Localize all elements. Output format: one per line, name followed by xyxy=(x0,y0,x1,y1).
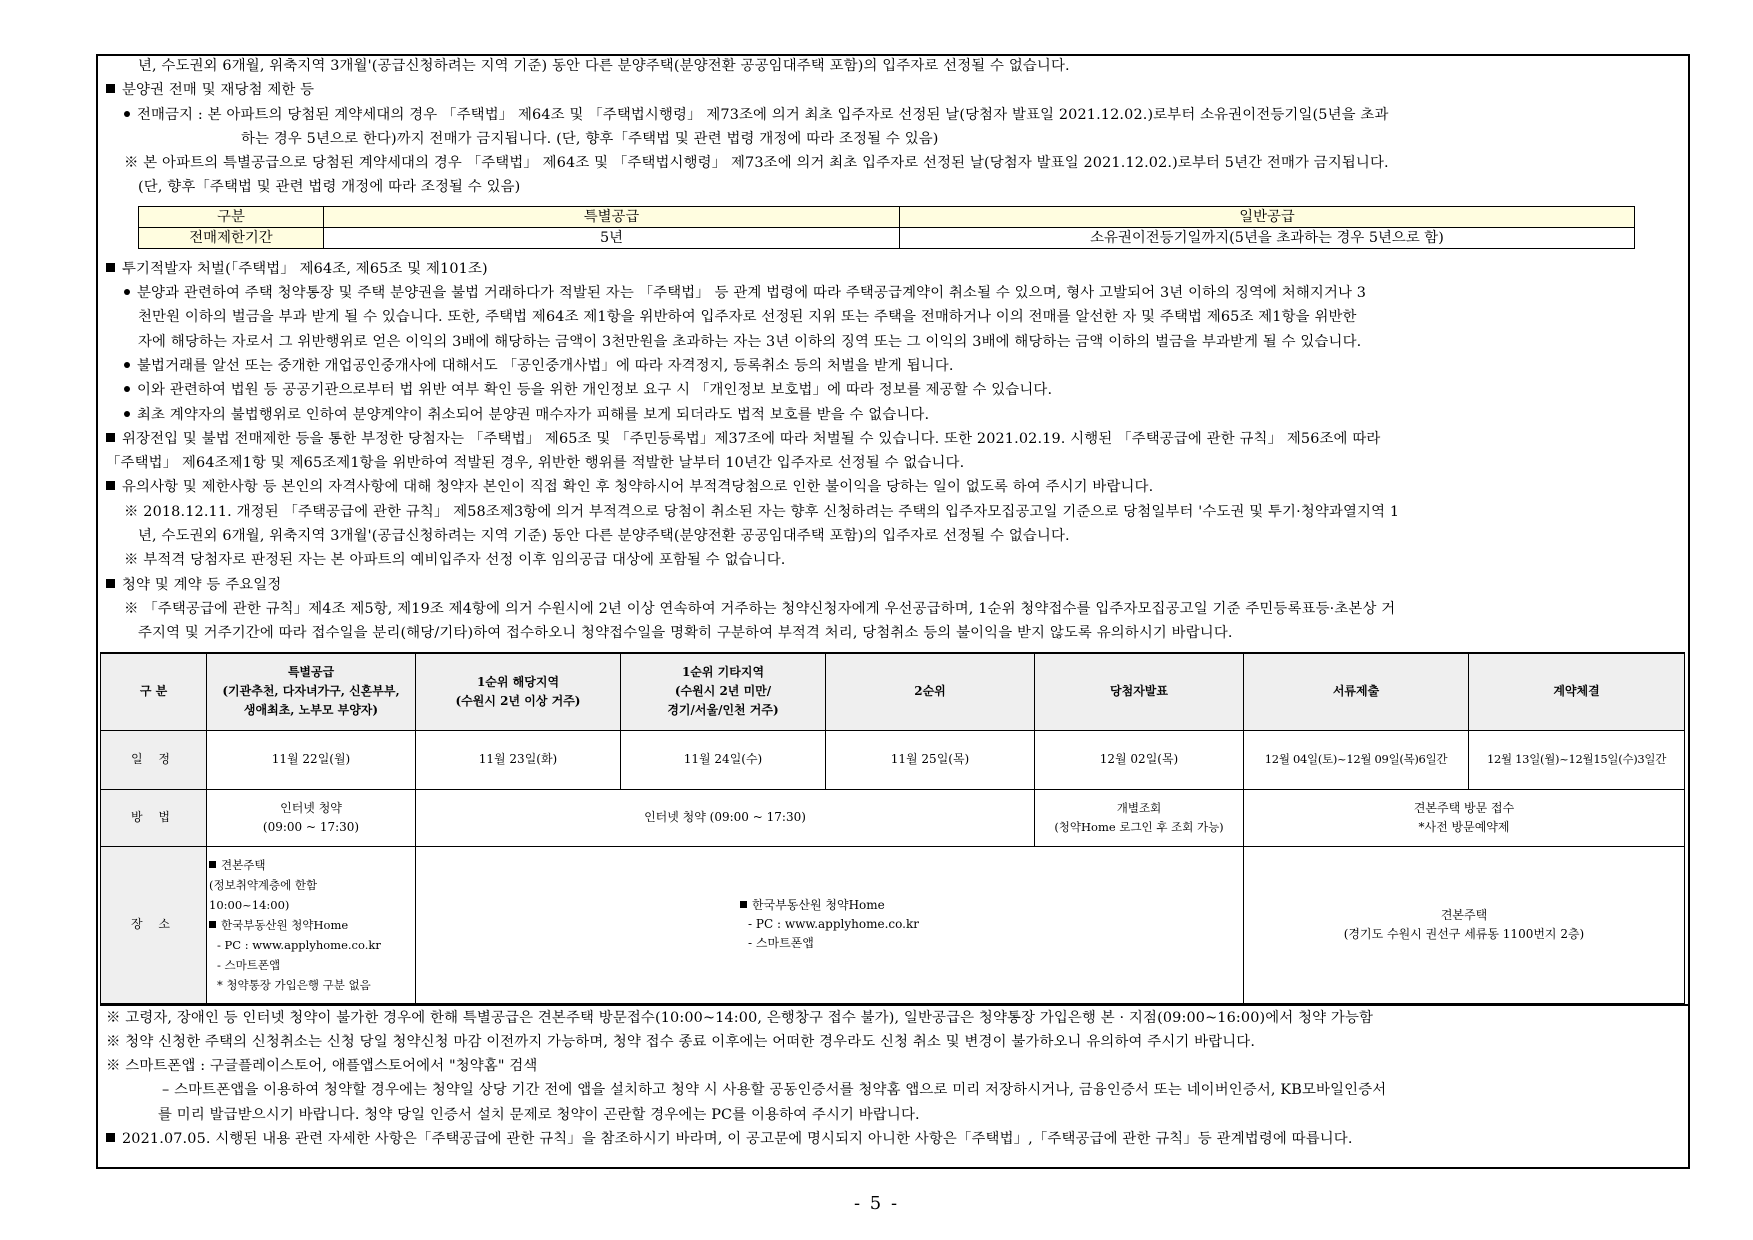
resale-restriction-table xyxy=(138,206,1635,249)
bullet-line: 전매금지 : 본 아파트의 당첨된 계약세대의 경우 「주택법」 제64조 및 「주택법시행령」 제73조에 의거 최초 입주자로 선정된 날(당첨자 발표일 2021.12.02.)로부터 소유권이전등기일(5년을 초과 xyxy=(100,103,1690,127)
note-line: ※ 본 아파트의 특별공급으로 당첨된 계약세대의 경우 「주택법」 제64조 및 「주택법시행령」 제73조에 의거 최초 입주자로 선정된 날(당첨자 발표일 2021.12.02.)로부터 5년간 전매가 금지됩니다. xyxy=(124,155,1389,172)
text-line: 년, 수도권외 6개월, 위축지역 3개월'(공급신청하려는 지역 기준) 동안 다른 분양주택(분양전환 공공임대주택 포함)의 입주자로 선정될 수 없습니다. xyxy=(138,58,1070,74)
table-header: 특별공급 xyxy=(324,206,900,227)
round-bullet-icon xyxy=(124,289,130,295)
bullet-line: 최초 계약자의 불법행위로 인하여 분양계약이 취소되어 분양권 매수자가 피해를 보게 되더라도 법적 보호를 받을 수 없습니다. xyxy=(100,403,1690,427)
table-header: 특별공급 (기관추천, 다자녀가구, 신혼부부, 생애최초, 노부모 부양자) xyxy=(207,653,416,731)
row-label: 장 소 xyxy=(101,846,207,1003)
table-cell: 인터넷 청약 (09:00 ~ 17:30) xyxy=(207,789,416,846)
table-cell: 인터넷 청약 (09:00 ~ 17:30) xyxy=(416,789,1035,846)
section-heading: 유의사항 및 제한사항 등 본인의 자격사항에 대해 청약자 본인이 직접 확인 후 청약하시어 부적격당첨으로 인한 불이익을 당하는 일이 없도록 하여 주시기 바랍니다. xyxy=(100,475,1690,499)
table-header: 1순위 해당지역 (수원시 2년 이상 거주) xyxy=(416,653,621,731)
section-heading: 청약 및 계약 등 주요일정 xyxy=(100,573,1690,597)
row-label: 일 정 xyxy=(101,730,207,789)
table-cell: 11월 22일(월) xyxy=(207,730,416,789)
table-header: 2순위 xyxy=(826,653,1035,731)
table-cell: 한국부동산원 청약Home - PC : www.applyhome.co.kr - 스마트폰앱 xyxy=(416,846,1244,1003)
table-header: 구분 xyxy=(139,206,324,227)
square-bullet-icon xyxy=(106,433,115,442)
table-cell: 12월 13일(월)~12월15일(수)3일간 xyxy=(1469,730,1685,789)
table-cell: 개별조회 (청약Home 로그인 후 조회 가능) xyxy=(1035,789,1244,846)
section-heading: 위장전입 및 불법 전매제한 등을 통한 부정한 당첨자는 「주택법」 제65조 및 「주민등록법」제37조에 따라 처벌될 수 있습니다. 또한 2021.02.19. 시행된 「주택공급에 관한 규칙」 제56조에 따라 xyxy=(100,427,1690,451)
round-bullet-icon xyxy=(124,386,130,392)
table-header: 일반공급 xyxy=(900,206,1635,227)
square-bullet-icon xyxy=(106,84,115,93)
section-heading: 2021.07.05. 시행된 내용 관련 자세한 사항은「주택공급에 관한 규칙」을 참조하시기 바라며, 이 공고문에 명시되지 아니한 사항은「주택법」,「주택공급에 관한 규칙」등 관계법령에 따릅니다. xyxy=(100,1127,1690,1151)
table-cell: 12월 04일(토)~12월 09일(목)6일간 xyxy=(1244,730,1469,789)
table-cell: 11월 23일(화) xyxy=(416,730,621,789)
text-line: 「주택법」 제64조제1항 및 제65조제1항을 위반하여 적발된 경우, 위반한 행위를 적발한 날부터 10년간 입주자로 선정될 수 없습니다. xyxy=(106,455,965,472)
note-line: ※ 스마트폰앱 : 구글플레이스토어, 애플앱스토어에서 "청약홈" 검색 xyxy=(106,1058,538,1075)
bullet-line: 불법거래를 알선 또는 중개한 개업공인중개사에 대해서도 「공인중개사법」에 따라 자격정지, 등록취소 등의 처벌을 받게 됩니다. xyxy=(100,354,1690,378)
table-header: 당첨자발표 xyxy=(1035,653,1244,731)
text-line: 를 미리 발급받으시기 바랍니다. 청약 당일 인증서 설치 문제로 청약이 곤란할 경우에는 PC를 이용하여 주시기 바랍니다. xyxy=(158,1106,920,1123)
section-heading: 분양권 전매 및 재당첨 제한 등 xyxy=(100,78,1690,102)
table-cell: 견본주택 (정보취약계층에 한함 10:00~14:00) 한국부동산원 청약Home - PC : www.applyhome.co.kr - 스마트폰앱 * 청약통장 가입은행 구분 없음 xyxy=(207,846,416,1003)
square-bullet-icon xyxy=(209,861,216,868)
section-heading: 투기적발자 처벌(「주택법」 제64조, 제65조 및 제101조) xyxy=(100,257,1690,281)
text-line: 자에 해당하는 자로서 그 위반행위로 얻은 이익의 3배에 해당하는 금액이 3천만원을 초과하는 자는 3년 이하의 징역 또는 그 이익의 3배에 해당하는 금액 이하의 벌금을 부과받게 될 수 있습니다. xyxy=(138,333,1362,350)
round-bullet-icon xyxy=(124,111,130,117)
table-cell: 전매제한기간 xyxy=(139,227,324,248)
table-cell: 견본주택 방문 접수 *사전 방문예약제 xyxy=(1244,789,1685,846)
table-cell: 11월 25일(목) xyxy=(826,730,1035,789)
table-header: 1순위 기타지역 (수원시 2년 미만/ 경기/서울/인천 거주) xyxy=(621,653,826,731)
round-bullet-icon xyxy=(124,411,130,417)
square-bullet-icon xyxy=(106,1133,115,1142)
note-line: ※ 청약 신청한 주택의 신청취소는 신청 당일 청약신청 마감 이전까지 가능하며, 청약 접수 종료 이후에는 어떠한 경우라도 신청 취소 및 변경이 불가하오니 유의하여 주시기 바랍니다. xyxy=(106,1033,1256,1050)
text-line: 천만원 이하의 벌금을 부과 받게 될 수 있습니다. 또한, 주택법 제64조 제1항을 위반하여 입주자로 선정된 지위 또는 주택을 전매하거나 이의 전매를 알선한 자 및 주택법 제65조 제1항을 위반한 xyxy=(138,309,1357,326)
text-line: – 스마트폰앱을 이용하여 청약할 경우에는 청약일 상당 기간 전에 앱을 설치하고 청약 시 사용할 공동인증서를 청약홈 앱으로 미리 저장하시거나, 금융인증서 또는 네이버인증서, KB모바일인증서 xyxy=(162,1082,1387,1099)
bullet-line: 분양과 관련하여 주택 청약통장 및 주택 분양권을 불법 거래하다가 적발된 자는 「주택법」 등 관계 법령에 따라 주택공급계약이 취소될 수 있으며, 형사 고발되어 3년 이하의 징역에 처해지거나 3 xyxy=(100,281,1690,305)
schedule-table xyxy=(100,652,1685,1004)
note-line: ※ 부적격 당첨자로 판정된 자는 본 아파트의 예비입주자 선정 이후 임의공급 대상에 포함될 수 없습니다. xyxy=(124,552,786,569)
table-cell: 견본주택 (경기도 수원시 권선구 세류동 1100번지 2층) xyxy=(1244,846,1685,1003)
text-line: 주지역 및 거주기간에 따라 접수일을 분리(해당/기타)하여 접수하오니 청약접수일을 명확히 구분하여 부적격 처리, 당첨취소 등의 불이익을 받지 않도록 유의하시기 바랍니다. xyxy=(138,625,1233,642)
text-line: 하는 경우 5년으로 한다)까지 전매가 금지됩니다. (단, 향후「주택법 및 관련 법령 개정에 따라 조정될 수 있음) xyxy=(241,130,939,147)
page-number: - 5 - xyxy=(853,1193,900,1214)
table-header: 서류제출 xyxy=(1244,653,1469,731)
square-bullet-icon xyxy=(106,263,115,272)
square-bullet-icon xyxy=(740,901,747,908)
table-cell: 소유권이전등기일까지(5년을 초과하는 경우 5년으로 함) xyxy=(900,227,1635,248)
text-line: 년, 수도권외 6개월, 위축지역 3개월'(공급신청하려는 지역 기준) 동안 다른 분양주택(분양전환 공공임대주택 포함)의 입주자로 선정될 수 없습니다. xyxy=(138,528,1070,545)
square-bullet-icon xyxy=(106,481,115,490)
row-label: 방 법 xyxy=(101,789,207,846)
table-cell: 5년 xyxy=(324,227,900,248)
table-header: 구 분 xyxy=(101,653,207,731)
bullet-line: 이와 관련하여 법원 등 공공기관으로부터 법 위반 여부 확인 등을 위한 개인정보 요구 시 「개인정보 보호법」에 따라 정보를 제공할 수 있습니다. xyxy=(100,378,1690,402)
notice-content xyxy=(100,54,1690,1151)
note-line: ※ 고령자, 장애인 등 인터넷 청약이 불가한 경우에 한해 특별공급은 견본주택 방문접수(10:00~14:00, 은행창구 접수 불가), 일반공급은 청약통장 가입은행 본 · 지점(09:00~16:00)에서 청약 가능함 xyxy=(100,1004,1690,1030)
table-cell: 11월 24일(수) xyxy=(621,730,826,789)
square-bullet-icon xyxy=(209,921,216,928)
note-line: ※ 「주택공급에 관한 규칙」제4조 제5항, 제19조 제4항에 의거 수원시에 2년 이상 연속하여 거주하는 청약신청자에게 우선공급하며, 1순위 청약접수를 입주자모집공고일 기준 주민등록표등·초본상 거 xyxy=(124,600,1396,617)
note-line: ※ 2018.12.11. 개정된 「주택공급에 관한 규칙」 제58조제3항에 의거 부적격으로 당첨이 취소된 자는 향후 신청하려는 주택의 입주자모집공고일 기준으로 당첨일부터 '수도권 및 투기·청약과열지역 1 xyxy=(124,503,1400,520)
square-bullet-icon xyxy=(106,579,115,588)
text-line: (단, 향후「주택법 및 관련 법령 개정에 따라 조정될 수 있음) xyxy=(138,179,521,196)
round-bullet-icon xyxy=(124,362,130,368)
table-header: 계약체결 xyxy=(1469,653,1685,731)
table-cell: 12월 02일(목) xyxy=(1035,730,1244,789)
